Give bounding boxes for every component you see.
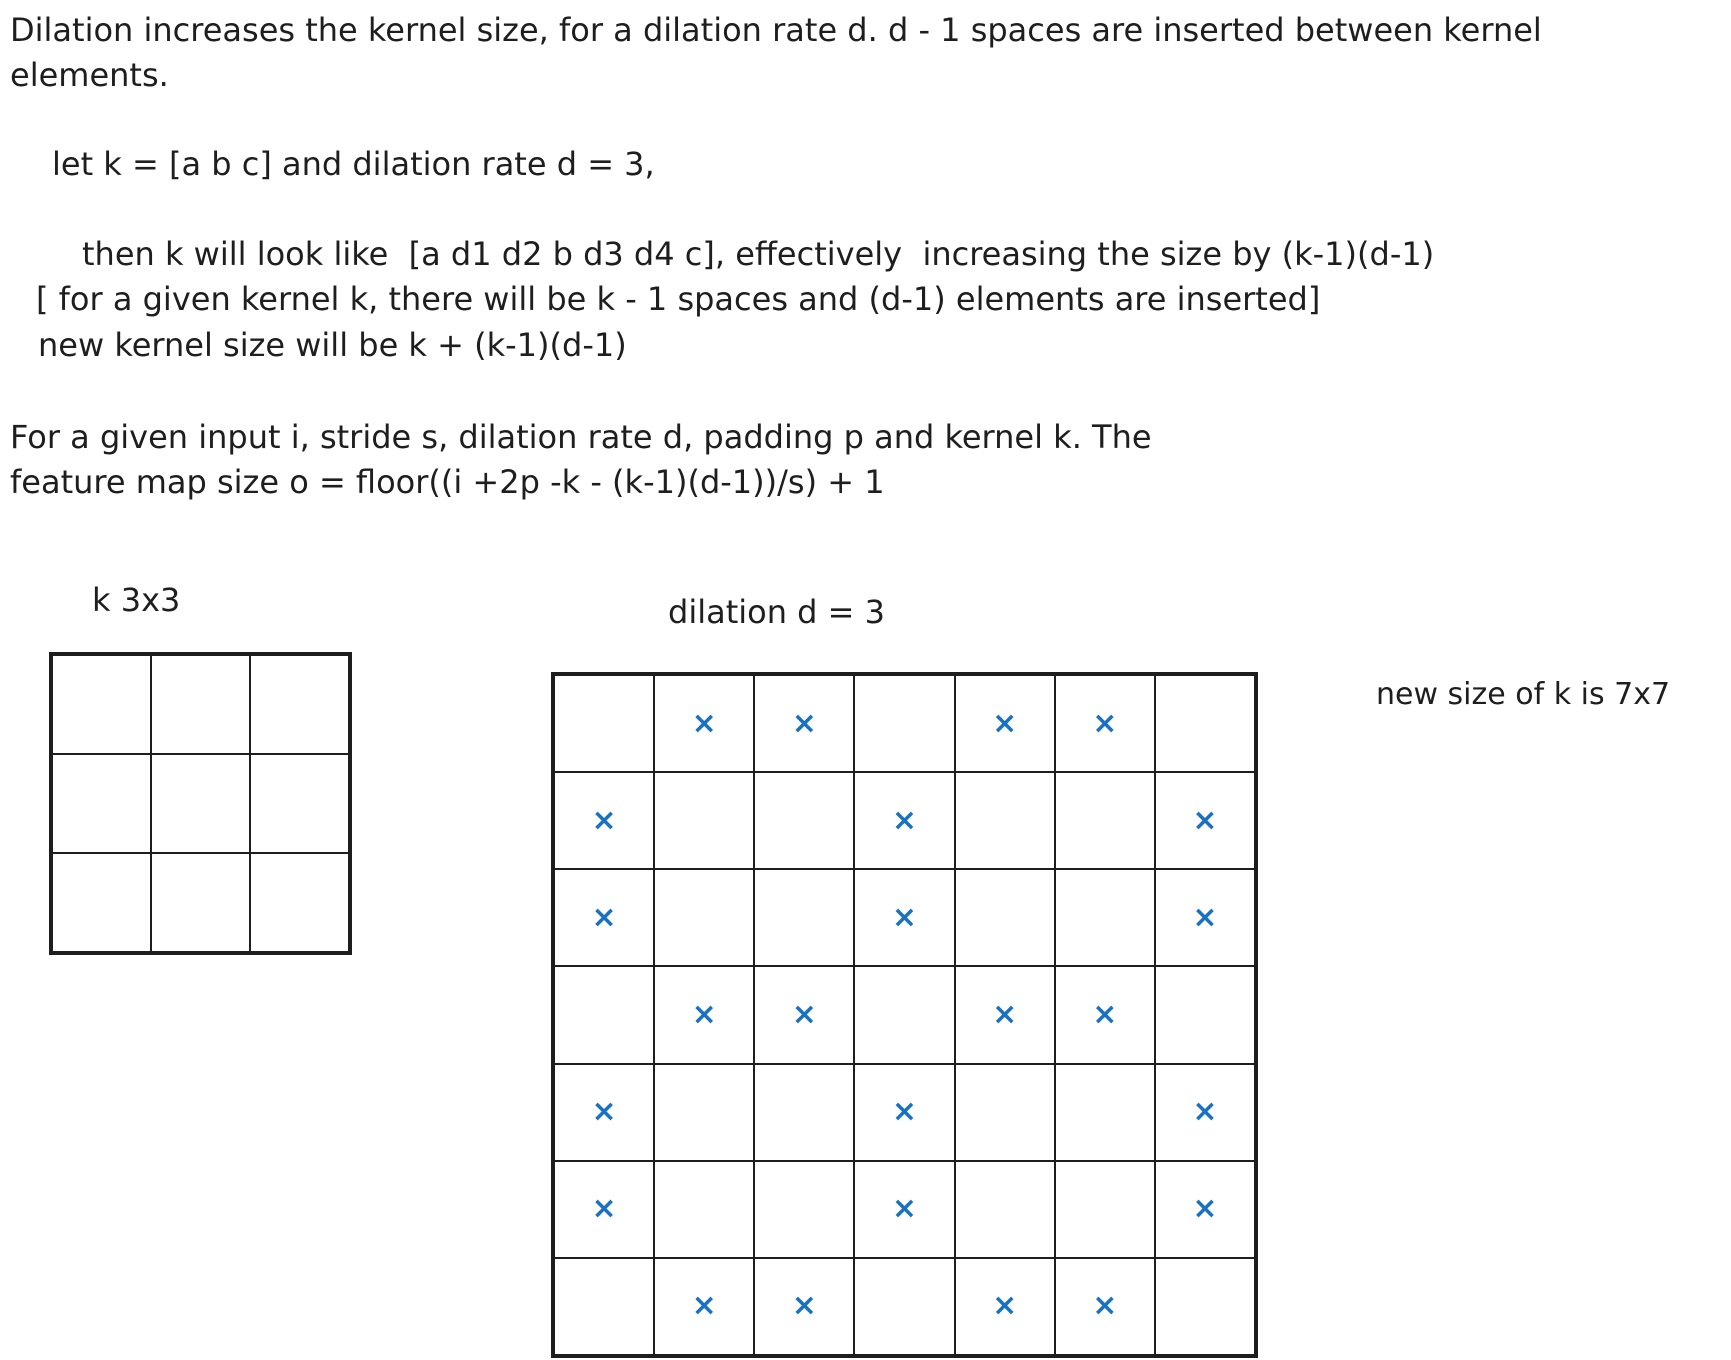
kernel-cell <box>250 853 349 952</box>
kernel-cell <box>52 853 151 952</box>
inserted-element-mark: × <box>1092 996 1118 1032</box>
inserted-element-mark: × <box>891 1191 918 1227</box>
dilated-cell <box>554 1064 654 1161</box>
dilated-cell <box>654 675 754 772</box>
dilated-cell <box>1055 1161 1155 1258</box>
dilated-cell <box>1055 1258 1155 1355</box>
dilated-cell <box>854 1258 954 1355</box>
dilated-cell <box>1155 869 1255 966</box>
dilated-cell <box>1055 675 1155 772</box>
kernel-definition: let k = [a b c] and dilation rate d = 3, <box>52 145 655 183</box>
inserted-element-mark: × <box>691 996 717 1032</box>
kernel-cell <box>151 853 250 952</box>
result-note: new size of k is 7x7 <box>1376 677 1671 712</box>
dilated-cell <box>1155 675 1255 772</box>
dilated-cell <box>1055 869 1155 966</box>
dilated-cell <box>754 1258 854 1355</box>
dilated-cell <box>854 869 954 966</box>
dilated-cell <box>955 1258 1055 1355</box>
dilated-cell <box>1155 1161 1255 1258</box>
inserted-element-mark: × <box>591 802 617 838</box>
inserted-element-mark: × <box>791 705 817 741</box>
inserted-element-mark: × <box>1192 1191 1218 1227</box>
inserted-element-mark: × <box>791 1288 817 1324</box>
inserted-element-mark: × <box>1092 1288 1118 1324</box>
kernel-cell <box>151 754 250 853</box>
dilated-cell <box>654 1258 754 1355</box>
dilated-cell <box>854 1064 954 1161</box>
dilated-cell <box>1155 1064 1255 1161</box>
dilated-cell <box>754 869 854 966</box>
dilated-cell <box>754 1161 854 1258</box>
dilated-cell <box>1055 1064 1155 1161</box>
dilated-kernel-example: then k will look like [a d1 d2 b d3 d4 c], effectively increasing the size by (k-1)(d-1) <box>82 235 1435 273</box>
inserted-element-mark: × <box>1192 899 1218 935</box>
dilated-cell <box>1055 772 1155 869</box>
dilated-cell <box>854 1161 954 1258</box>
inserted-element-mark: × <box>591 899 617 935</box>
dilated-cell <box>554 675 654 772</box>
dilated-cell <box>1155 1258 1255 1355</box>
dilated-cell <box>854 675 954 772</box>
dilated-cell <box>554 1258 654 1355</box>
kernel-cell <box>151 655 250 754</box>
dilated-cell <box>654 869 754 966</box>
dilated-cell <box>554 772 654 869</box>
kernel-3x3-grid <box>49 652 352 955</box>
dilated-cell <box>955 1064 1055 1161</box>
dilated-cell <box>754 772 854 869</box>
inserted-element-mark: × <box>992 705 1018 741</box>
inserted-element-mark: × <box>992 1288 1018 1324</box>
dilated-cell <box>955 1161 1055 1258</box>
dilated-cell <box>1155 772 1255 869</box>
inserted-element-mark: × <box>891 802 918 838</box>
dilated-cell <box>754 675 854 772</box>
kernel-cell <box>250 655 349 754</box>
dilated-cell <box>955 966 1055 1063</box>
inserted-element-mark: × <box>1092 705 1118 741</box>
inserted-element-mark: × <box>791 996 817 1032</box>
inserted-element-mark: × <box>691 705 717 741</box>
inserted-element-mark: × <box>1192 802 1218 838</box>
dilated-cell <box>654 966 754 1063</box>
inserted-element-mark: × <box>691 1288 717 1324</box>
feature-map-formula-line2: feature map size o = floor((i +2p -k - (k-1)(d-1))/s) + 1 <box>10 463 885 501</box>
kernel-cell <box>250 754 349 853</box>
dilated-cell <box>1155 966 1255 1063</box>
inserted-element-mark: × <box>891 1094 918 1130</box>
dilated-7x7-grid <box>551 672 1258 1358</box>
inserted-element-mark: × <box>591 1191 617 1227</box>
dilated-cell <box>554 1161 654 1258</box>
new-kernel-size-formula: new kernel size will be k + (k-1)(d-1) <box>38 326 627 364</box>
dilated-grid-label: dilation d = 3 <box>668 593 885 631</box>
dilated-cell <box>654 1161 754 1258</box>
dilated-cell <box>554 869 654 966</box>
inserted-element-mark: × <box>891 899 918 935</box>
dilated-cell <box>754 1064 854 1161</box>
inserted-element-mark: × <box>1192 1094 1218 1130</box>
dilated-cell <box>955 869 1055 966</box>
dilated-cell <box>854 772 954 869</box>
intro-text: Dilation increases the kernel size, for a dilation rate d. d - 1 spaces are inserted between kernel elements. <box>10 11 1542 94</box>
kernel-grid-label: k 3x3 <box>92 581 181 619</box>
kernel-cell <box>52 655 151 754</box>
dilated-cell <box>955 675 1055 772</box>
dilated-cell <box>1055 966 1155 1063</box>
kernel-cell <box>52 754 151 853</box>
inserted-element-mark: × <box>591 1094 617 1130</box>
dilated-cell <box>654 1064 754 1161</box>
dilated-cell <box>955 772 1055 869</box>
dilated-cell <box>854 966 954 1063</box>
inserted-element-mark: × <box>992 996 1018 1032</box>
insertion-note: [ for a given kernel k, there will be k - 1 spaces and (d-1) elements are inserted] <box>36 280 1321 318</box>
dilated-cell <box>654 772 754 869</box>
dilated-cell <box>554 966 654 1063</box>
feature-map-formula-line1: For a given input i, stride s, dilation rate d, padding p and kernel k. The <box>10 418 1152 456</box>
dilated-cell <box>754 966 854 1063</box>
